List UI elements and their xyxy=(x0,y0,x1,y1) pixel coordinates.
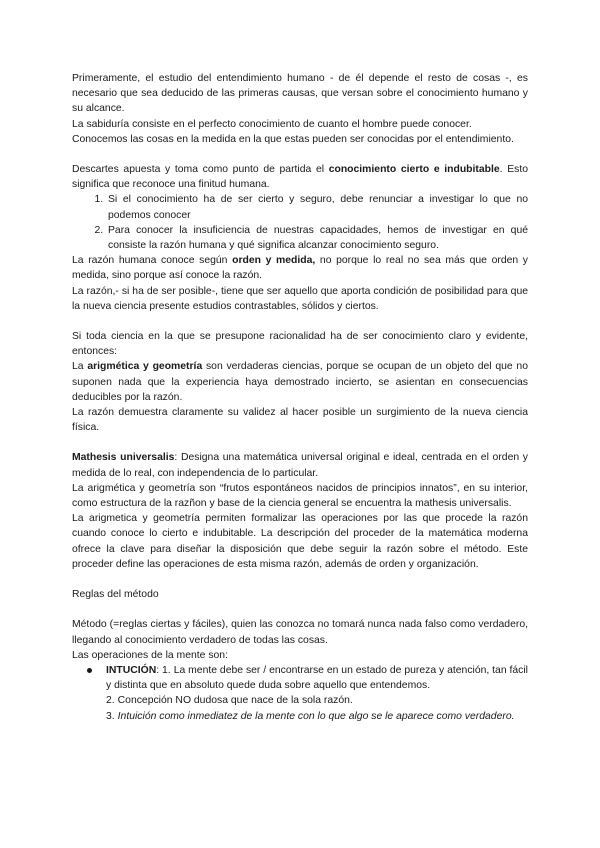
paragraph-mathesis: Mathesis universalis: Designa una matemática universal original e ideal, centrada en el orden y medida de lo real, con independencia de lo particular. xyxy=(72,452,528,479)
bold-conocimiento-cierto: conocimiento cierto e indubitable xyxy=(328,164,500,176)
bold-mathesis: Mathesis universalis xyxy=(72,452,175,464)
sub-item-text: La mente debe ser / encontrarse en un estado de pureza y atención, tan fácil y distinta que en absoluto quede duda sobre aquello que entendemos. xyxy=(106,664,528,692)
bold-arigmetica-geometria: arigmética y geometría xyxy=(87,361,203,373)
paragraph-razon-demuestra: La razón demuestra claramente su validez al hacer posible un surgimiento de la nueva ciencia física. xyxy=(72,407,528,434)
sub-item xyxy=(106,709,528,724)
numbered-list xyxy=(72,192,528,253)
paragraph-entendimiento: Primeramente, el estudio del entendimiento humano - de él depende el resto de cosas -, es necesario que sea deducido de las primeras causas, que versan sobre el conocimiento humano y su alcance. xyxy=(72,73,528,115)
sub-item-text-italic: Intuición como inmediatez de la mente con lo que algo se le aparece como verdadero. xyxy=(117,710,515,722)
paragraph-razon-orden: La razón humana conoce según orden y medida, no porque lo real no sea más que orden y medida, sino porque así conoce la razón. xyxy=(72,255,528,282)
sub-item-text: Concepción NO dudosa que nace de la sola razón. xyxy=(117,695,353,707)
bullet-item-intuicion: INTUCIÓN: 1. La mente debe ser / encontrarse en un estado de pureza y atención, tan fácil y distinta que en absoluto quede duda sobre aquello que entendemos. 2. Concepción NO dudosa que nace de la sola razón. 3. Intuición como inmediatez de la mente con lo que algo se le aparece como verdadero. xyxy=(106,663,528,724)
document-body xyxy=(72,71,528,724)
bullet-dot-icon xyxy=(87,668,92,673)
paragraph-descartes: Descartes apuesta y toma como punto de partida el conocimiento cierto e indubitable. Esto significa que reconoce una finitud humana. xyxy=(72,164,528,191)
sub-number: 2. xyxy=(106,695,115,707)
paragraph-operaciones: Las operaciones de la mente son: xyxy=(72,649,228,661)
sub-number: 1. xyxy=(162,664,171,676)
numbered-item: 1. Si el conocimiento ha de ser cierto y seguro, debe renunciar a investigar lo que no podemos conocer xyxy=(106,192,528,222)
paragraph-sabiduria: La sabiduría consiste en el perfecto conocimiento de cuanto el hombre puede conocer. xyxy=(72,118,472,130)
bold-intuicion: INTUCIÓN xyxy=(106,664,157,676)
paragraph-frutos: La arigmética y geometría son “frutos espontáneos nacidos de principios innatos”, en su interior, como estructura de la razñon y base de la ciencia general se encuentra la mathesis universalis. xyxy=(72,482,528,510)
paragraph-ciencia: Si toda ciencia en la que se presupone racionalidad ha de ser conocimiento claro y evidente, entonces: xyxy=(72,331,528,358)
paragraph-formalizar: La arigmetica y geometría permiten formalizar las operaciones por las que procede la razón cuando conoce lo cierto e indubitable. La descripción del proceder de la matemática moderna ofrece la clave para diseñar la disposición que debe seguir la razón sobre el método. Este proceder define las operaciones de esta misma razón, además de orden y organización. xyxy=(72,513,528,570)
paragraph-arigmetica: La arigmética y geometría son verdaderas ciencias, porque se ocupan de un objeto del que no suponen nada que la experiencia haya demostrado incierto, se asientan en consecuencias deducibles por la razón. xyxy=(72,361,528,403)
bullet-list xyxy=(72,663,528,724)
numbered-item: 2. Para conocer la insuficiencia de nuestras capacidades, hemos de investigar en qué consiste la razón humana y qué significa alcanzar conocimiento seguro. xyxy=(106,223,528,253)
paragraph-metodo: Método (=reglas ciertas y fáciles), quien las conozca no tomará nunca nada falso como verdadero, llegando al conocimiento verdadero de todas las cosas. xyxy=(72,619,528,646)
paragraph-conocemos: Conocemos las cosas en la medida en la que estas pueden ser conocidas por el entendimiento. xyxy=(72,133,514,145)
paragraph-razon-posible: La razón,- si ha de ser posible-, tiene que ser aquello que aporta condición de posibilidad para que la nueva ciencia presente estudios contrastables, sólidos y ciertos. xyxy=(72,285,528,312)
section-heading-reglas: Reglas del método xyxy=(72,589,159,601)
bold-orden-medida: orden y medida, xyxy=(232,255,316,267)
sub-number: 3. xyxy=(106,710,115,722)
sub-item xyxy=(106,693,528,708)
